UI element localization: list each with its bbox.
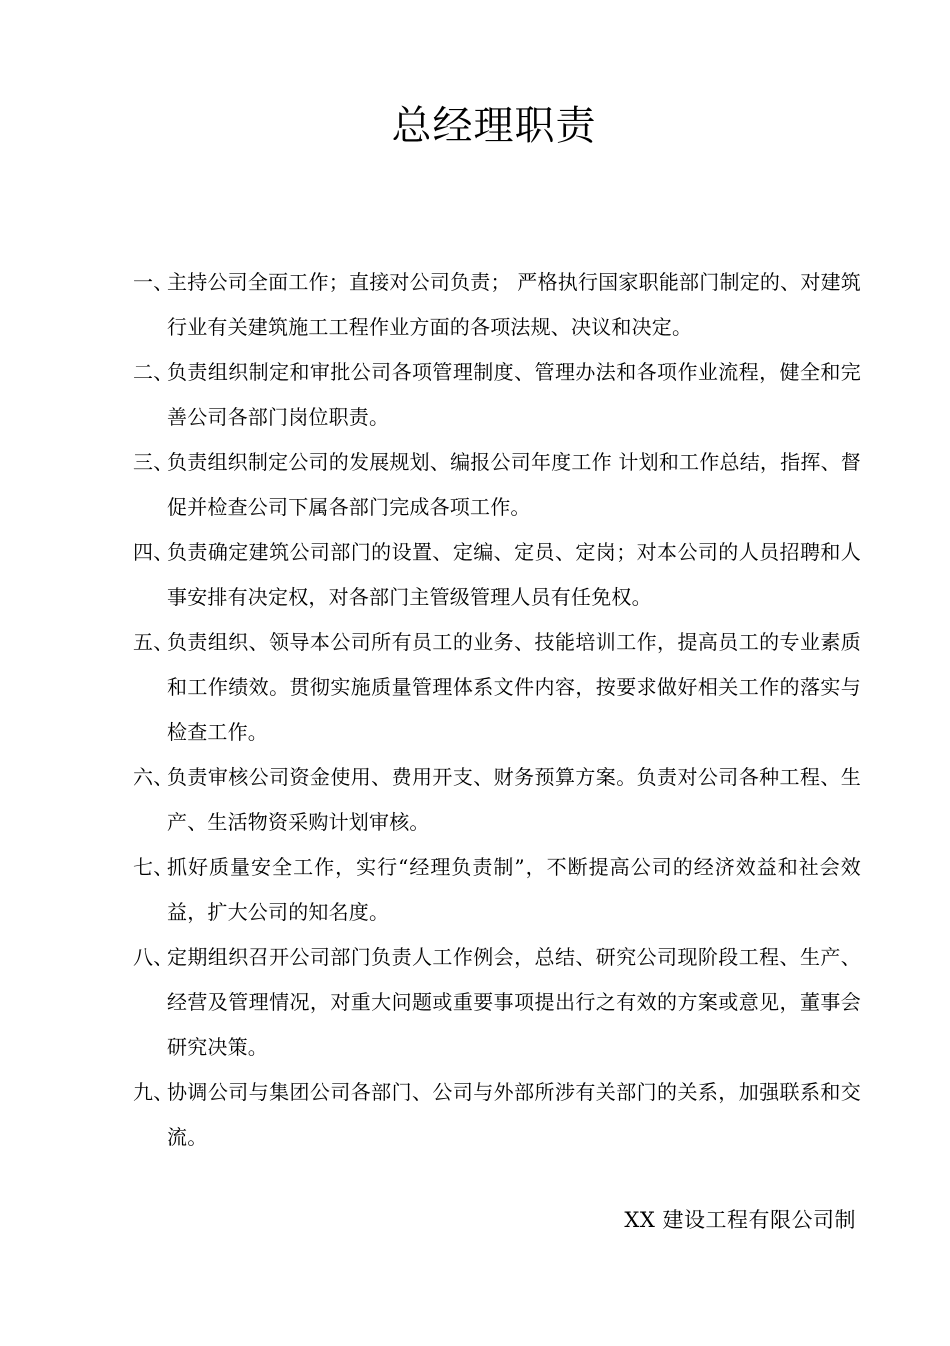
duty-item [133, 845, 861, 935]
duty-item [133, 530, 861, 620]
duty-number: 二、 [133, 360, 174, 384]
duty-number: 七、 [133, 855, 174, 879]
duty-item [133, 260, 861, 350]
duty-number: 四、 [133, 540, 174, 564]
duty-text: 负责确定建筑公司部门的设置、定编、定员、定岗；对本公司的人员招聘和人事安排有决定权，对各部门主管级管理人员有任免权。 [167, 540, 861, 609]
duty-number: 八、 [133, 945, 174, 969]
duty-number: 三、 [133, 450, 174, 474]
company-signature: XX 建设工程有限公司制 [624, 1208, 856, 1232]
duty-item [133, 1070, 861, 1160]
duty-text: 负责组织制定和审批公司各项管理制度、管理办法和各项作业流程，健全和完善公司各部门岗位职责。 [167, 360, 861, 429]
duty-number: 五、 [133, 630, 174, 654]
duty-item [133, 620, 861, 755]
duty-text: 定期组织召开公司部门负责人工作例会，总结、研究公司现阶段工程、生产、经营及管理情况，对重大问题或重要事项提出行之有效的方案或意见，董事会研究决策。 [167, 945, 861, 1059]
duty-number: 九、 [133, 1080, 174, 1104]
duty-text: 主持公司全面工作；直接对公司负责； 严格执行国家职能部门制定的、对建筑行业有关建筑施工工程作业方面的各项法规、决议和决定。 [167, 270, 861, 339]
duty-text: 负责组织制定公司的发展规划、编报公司年度工作 计划和工作总结，指挥、督促并检查公司下属各部门完成各项工作。 [167, 450, 861, 519]
duty-item [133, 935, 861, 1070]
duty-number: 一、 [133, 270, 174, 294]
duty-item [133, 755, 861, 845]
duty-number: 六、 [133, 765, 174, 789]
duty-text: 负责审核公司资金使用、费用开支、财务预算方案。负责对公司各种工程、生产、生活物资采购计划审核。 [167, 765, 861, 834]
duty-item [133, 350, 861, 440]
duty-text: 协调公司与集团公司各部门、公司与外部所涉有关部门的关系，加强联系和交流。 [167, 1080, 861, 1149]
duty-item [133, 440, 861, 530]
document-title: 总经理职责 [391, 103, 597, 149]
duty-text: 抓好质量安全工作，实行“经理负责制”，不断提高公司的经济效益和社会效益，扩大公司的知名度。 [167, 855, 861, 924]
duty-text: 负责组织、领导本公司所有员工的业务、技能培训工作，提高员工的专业素质和工作绩效。贯彻实施质量管理体系文件内容，按要求做好相关工作的落实与检查工作。 [167, 630, 861, 744]
duty-list [133, 260, 861, 1160]
